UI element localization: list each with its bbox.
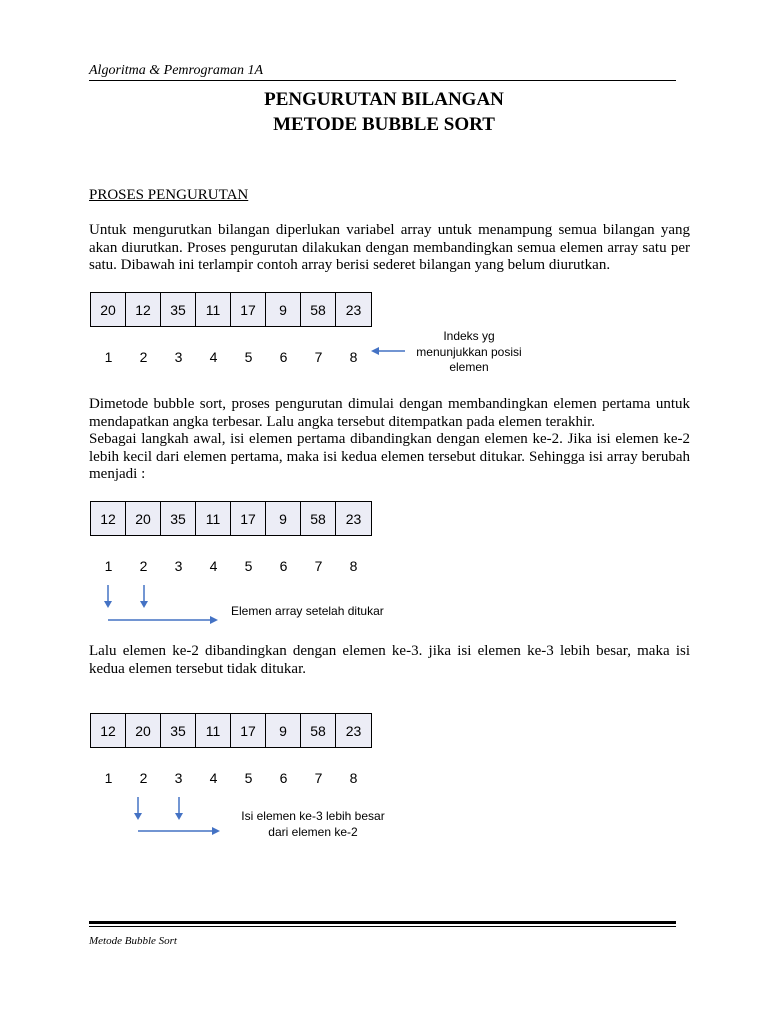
- array-cell: 9: [266, 502, 301, 535]
- index-label: 2: [139, 558, 148, 574]
- array-cell: 17: [231, 293, 266, 326]
- index-label: 6: [279, 558, 288, 574]
- array-cell: 58: [301, 714, 336, 747]
- index-label: 7: [314, 558, 323, 574]
- index-label: 1: [104, 558, 113, 574]
- index-label: 6: [279, 770, 288, 786]
- index-label: 1: [104, 770, 113, 786]
- array-cell: 58: [301, 502, 336, 535]
- compare-note-line-2: dari elemen ke-2: [268, 824, 358, 839]
- running-footer: Metode Bubble Sort: [89, 935, 177, 947]
- array-cell: 23: [345, 301, 362, 318]
- title-line-2: METODE BUBBLE SORT: [273, 114, 495, 135]
- index-label: 2: [139, 349, 148, 365]
- array-cell: 12: [91, 502, 126, 535]
- array-cell: 9: [266, 293, 301, 326]
- index-label: 8: [349, 770, 358, 786]
- index-label: 7: [314, 349, 323, 365]
- array-cell: 23: [345, 510, 362, 527]
- index-label: 3: [174, 349, 183, 365]
- running-header: Algoritma & Pemrograman 1A: [89, 63, 264, 78]
- array-cell: 20: [126, 714, 161, 747]
- swap-note: Elemen array setelah ditukar: [231, 604, 384, 618]
- index-label: 5: [244, 558, 253, 574]
- index-label: 7: [314, 770, 323, 786]
- index-label: 5: [244, 770, 253, 786]
- array-cell: 11: [196, 293, 231, 326]
- array-cell: 35: [161, 502, 196, 535]
- array-cell: 11: [196, 502, 231, 535]
- index-label: 1: [104, 349, 113, 365]
- footer-rule-thick: [89, 921, 676, 924]
- array-cell: 20: [126, 502, 161, 535]
- intro-paragraph: Untuk mengurutkan bilangan diperlukan variabel array untuk menampung semua bilangan yang akan diurutkan. Proses pengurutan dilakukan dengan membandingkan semua elemen array satu per satu. Dibawah ini terlampir contoh array berisi sederet bilangan yang belum diurutkan.: [89, 222, 690, 273]
- array-cell: 9: [266, 714, 301, 747]
- section-heading: PROSES PENGURUTAN: [89, 187, 249, 203]
- footer-rule-thin: [89, 926, 676, 927]
- array-cell: 35: [161, 714, 196, 747]
- array-cell: 17: [231, 502, 266, 535]
- index-label: 6: [279, 349, 288, 365]
- index-label: 5: [244, 349, 253, 365]
- array-cell: 17: [231, 714, 266, 747]
- title-line-1: PENGURUTAN BILANGAN: [264, 89, 504, 110]
- step-2-paragraph: Lalu elemen ke-2 dibandingkan dengan elemen ke-3. jika isi elemen ke-3 lebih besar, maka isi kedua elemen tersebut tidak ditukar.: [89, 643, 690, 677]
- array-cell: 11: [196, 714, 231, 747]
- bubble-paragraph-2: Sebagai langkah awal, isi elemen pertama dibandingkan dengan elemen ke-2. Jika isi elemen ke-2 lebih kecil dari elemen pertama, maka isi kedua elemen tersebut ditukar. Sehingga isi array berubah menjadi :: [89, 431, 690, 482]
- index-label: 8: [349, 558, 358, 574]
- index-label: 3: [174, 558, 183, 574]
- index-label: 4: [209, 558, 218, 574]
- index-label: 2: [139, 770, 148, 786]
- index-note-line-3: elemen: [449, 360, 489, 374]
- array-cell: 12: [91, 714, 126, 747]
- index-label: 4: [209, 349, 218, 365]
- array-cell: 58: [301, 293, 336, 326]
- index-label: 3: [174, 770, 183, 786]
- array-cell: 23: [345, 722, 362, 739]
- index-note-line-1: Indeks yg: [443, 329, 495, 343]
- index-note-line-2: menunjukkan posisi: [416, 344, 522, 359]
- array-cell: 12: [126, 293, 161, 326]
- compare-note: [231, 809, 395, 840]
- index-label: 8: [349, 349, 358, 365]
- array-cell: 20: [91, 293, 126, 326]
- array-cell: 35: [161, 293, 196, 326]
- compare-note-line-1: Isi elemen ke-3 lebih besar: [241, 809, 385, 823]
- bubble-paragraph-1: Dimetode bubble sort, proses pengurutan dimulai dengan membandingkan elemen pertama untuk mendapatkan angka terbesar. Lalu angka tersebut ditempatkan pada elemen terakhir.: [89, 396, 690, 430]
- index-label: 4: [209, 770, 218, 786]
